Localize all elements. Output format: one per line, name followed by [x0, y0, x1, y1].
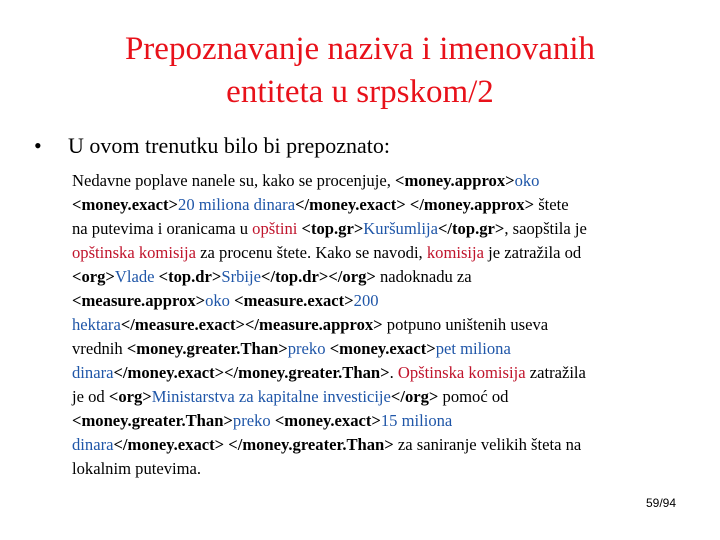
- paragraph-line: [72, 169, 700, 193]
- text: nadoknadu za: [375, 267, 472, 286]
- ne-tag: </money.exact>: [113, 435, 225, 454]
- bullet-item: [34, 132, 390, 160]
- paragraph-line: [72, 385, 700, 409]
- text: je od: [72, 387, 109, 406]
- org-term: komisija: [426, 243, 485, 262]
- org-term: opštini: [252, 219, 298, 238]
- entity-text: Srbije: [221, 267, 262, 286]
- slide-title: [0, 28, 720, 114]
- ne-tag: <top.dr>: [158, 267, 222, 286]
- entity-text: pet miliona: [435, 339, 511, 358]
- text: pomoć od: [438, 387, 509, 406]
- entity-text: preko: [287, 339, 326, 358]
- text: Nedavne poplave nanele su, kako se procenjuje,: [72, 171, 395, 190]
- ne-tag: </org>: [328, 267, 376, 286]
- ne-tag: <money.exact>: [274, 411, 381, 430]
- entity-text: 20 miliona dinara: [178, 195, 296, 214]
- text: za procenu štete. Kako se navodi,: [196, 243, 427, 262]
- text: , saopštila je: [504, 219, 587, 238]
- paragraph-line: [72, 433, 700, 457]
- ne-tag: <top.gr>: [301, 219, 364, 238]
- ne-tag: </money.greater.Than>: [228, 435, 394, 454]
- text: potpuno uništenih useva: [382, 315, 549, 334]
- ne-tag: </measure.exact>: [120, 315, 245, 334]
- text: štete: [534, 195, 569, 214]
- page-number: 59/94: [645, 496, 676, 510]
- ne-tag: <measure.exact>: [234, 291, 354, 310]
- ne-tag: <money.exact>: [329, 339, 436, 358]
- ne-tag: <money.approx>: [395, 171, 515, 190]
- paragraph-line: [72, 217, 700, 241]
- ne-tag: <money.greater.Than>: [72, 411, 233, 430]
- entity-text: Vlade: [114, 267, 155, 286]
- title-line: Prepoznavanje naziva i imenovanih: [124, 31, 596, 67]
- entity-text: Kuršumlija: [363, 219, 438, 238]
- ne-tag: </org>: [390, 387, 439, 406]
- entity-text: oko: [514, 171, 540, 190]
- entity-text: Ministarstva za kapitalne investicije: [151, 387, 391, 406]
- entity-text: 200: [353, 291, 379, 310]
- entity-text: 15 miliona: [380, 411, 453, 430]
- paragraph-line: [72, 457, 700, 481]
- entity-text: hektara: [72, 315, 121, 334]
- paragraph-line: [72, 337, 700, 361]
- paragraph-line: [72, 361, 700, 385]
- text: na putevima i oranicama u: [72, 219, 253, 238]
- ne-tag: <measure.approx>: [72, 291, 206, 310]
- paragraph-line: [72, 313, 700, 337]
- ne-tag: </money.exact>: [113, 363, 225, 382]
- ne-tag: <org>: [108, 387, 152, 406]
- ne-tag: </money.approx>: [409, 195, 535, 214]
- paragraph-line: [72, 289, 700, 313]
- text: zatražila: [525, 363, 586, 382]
- paragraph-line: [72, 265, 700, 289]
- ne-tag: </money.exact>: [295, 195, 406, 214]
- ne-tag: <org>: [72, 267, 115, 286]
- text: .: [389, 363, 398, 382]
- entity-text: dinara: [72, 435, 114, 454]
- org-term: opštinska komisija: [72, 243, 196, 262]
- bullet-dot: •: [34, 133, 42, 158]
- text: vrednih: [72, 339, 127, 358]
- annotated-paragraph: [72, 169, 700, 481]
- entity-text: oko: [205, 291, 230, 310]
- paragraph-line: [72, 193, 700, 217]
- title-line: entiteta u srpskom/2: [226, 74, 494, 110]
- entity-text: preko: [232, 411, 271, 430]
- text: lokalnim putevima.: [72, 459, 202, 478]
- org-term: Opštinska komisija: [397, 363, 526, 382]
- text: za saniranje velikih šteta na: [393, 435, 582, 454]
- ne-tag: </money.greater.Than>: [224, 363, 390, 382]
- ne-tag: </top.gr>: [437, 219, 505, 238]
- paragraph-line: [72, 409, 700, 433]
- ne-tag: <money.exact>: [72, 195, 179, 214]
- bullet-text: U ovom trenutku bilo bi prepoznato:: [68, 133, 390, 158]
- text: je zatražila od: [484, 243, 582, 262]
- paragraph-line: [72, 241, 700, 265]
- ne-tag: </top.dr>: [261, 267, 329, 286]
- ne-tag: </measure.approx>: [244, 315, 383, 334]
- entity-text: dinara: [72, 363, 114, 382]
- ne-tag: <money.greater.Than>: [126, 339, 288, 358]
